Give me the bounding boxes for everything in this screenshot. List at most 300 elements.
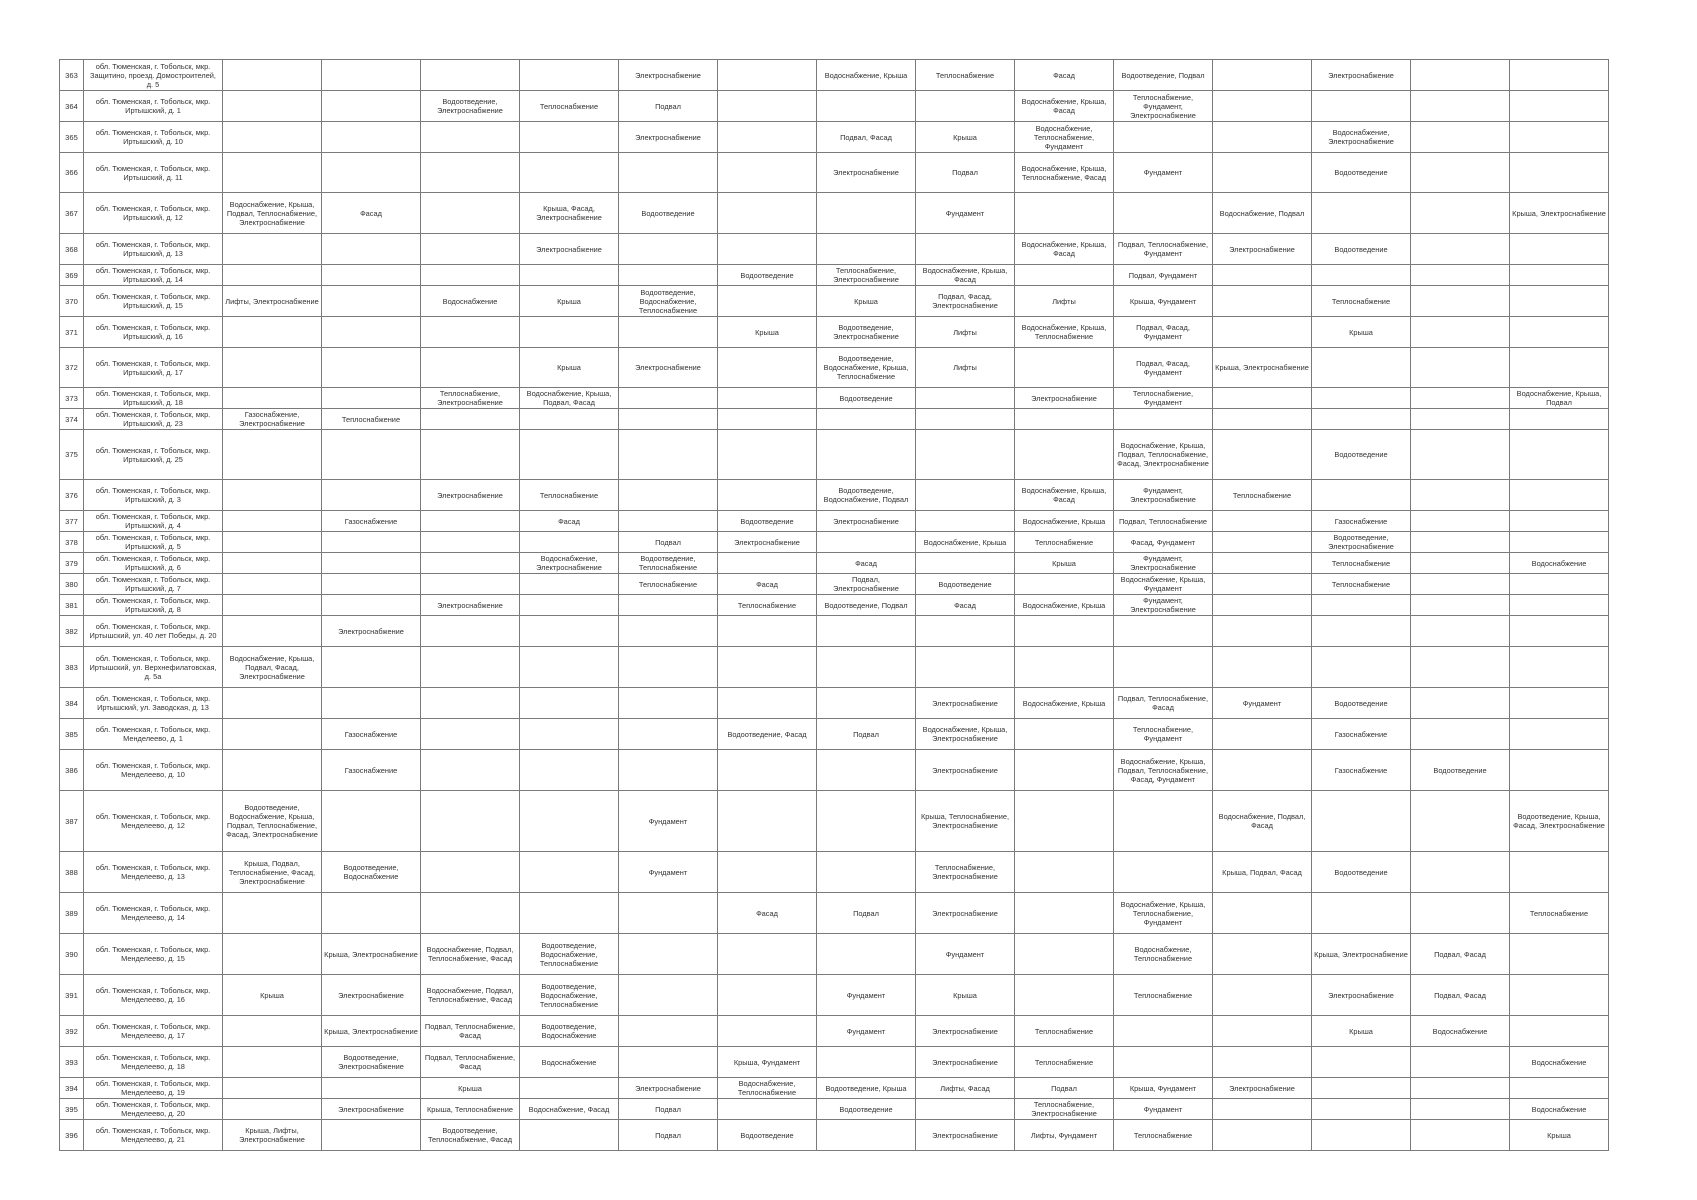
work-type-cell — [1114, 122, 1213, 153]
work-type-cell: Водоотведение — [718, 265, 817, 286]
work-type-cell — [1213, 153, 1312, 193]
work-type-cell: Крыша — [223, 975, 322, 1016]
work-type-cell — [421, 122, 520, 153]
work-type-cell: Теплоснабжение — [619, 574, 718, 595]
work-type-cell — [520, 647, 619, 688]
work-type-cell — [421, 750, 520, 791]
work-type-cell: Водоотведение, Фасад — [718, 719, 817, 750]
work-type-cell: Водоснабжение, Теплоснабжение — [718, 1078, 817, 1099]
work-type-cell: Водоотведение, Теплоснабжение, Фасад — [421, 1120, 520, 1151]
address-cell: обл. Тюменская, г. Тобольск, мкр. Иртышский, д. 12 — [84, 193, 223, 234]
row-number-cell: 370 — [60, 286, 84, 317]
table-row — [60, 91, 1609, 122]
work-type-cell — [520, 1078, 619, 1099]
work-type-cell — [1312, 1120, 1411, 1151]
work-type-cell — [1411, 122, 1510, 153]
work-type-cell: Водоотведение — [1312, 688, 1411, 719]
work-type-cell — [1510, 595, 1609, 616]
work-type-cell — [1213, 719, 1312, 750]
address-cell: обл. Тюменская, г. Тобольск, мкр. Иртышский, д. 14 — [84, 265, 223, 286]
work-type-cell: Крыша, Подвал, Теплоснабжение, Фасад, Электроснабжение — [223, 852, 322, 893]
work-type-cell: Электроснабжение — [817, 153, 916, 193]
address-cell: обл. Тюменская, г. Тобольск, мкр. Иртышский, д. 6 — [84, 553, 223, 574]
work-type-cell — [1213, 265, 1312, 286]
work-type-cell: Подвал — [817, 719, 916, 750]
row-number-cell: 371 — [60, 317, 84, 348]
table-row — [60, 234, 1609, 265]
work-type-cell — [718, 193, 817, 234]
work-type-cell — [421, 409, 520, 430]
work-type-cell: Крыша, Электроснабжение — [322, 934, 421, 975]
work-type-cell — [817, 688, 916, 719]
work-type-cell: Фундамент — [1213, 688, 1312, 719]
row-number-cell: 385 — [60, 719, 84, 750]
work-type-cell: Электроснабжение — [1312, 975, 1411, 1016]
table-row — [60, 193, 1609, 234]
address-cell: обл. Тюменская, г. Тобольск, мкр. Менделеево, д. 21 — [84, 1120, 223, 1151]
work-type-cell: Водоснабжение, Подвал — [1213, 193, 1312, 234]
work-type-cell — [223, 511, 322, 532]
address-cell: обл. Тюменская, г. Тобольск, мкр. Иртышский, ул. Верхнефилатовская, д. 5а — [84, 647, 223, 688]
work-type-cell: Подвал, Фасад — [1411, 975, 1510, 1016]
work-type-cell — [1411, 595, 1510, 616]
work-type-cell — [1510, 317, 1609, 348]
work-type-cell: Фундамент, Электроснабжение — [1114, 553, 1213, 574]
work-type-cell — [421, 193, 520, 234]
work-type-cell — [1411, 688, 1510, 719]
work-type-cell — [718, 388, 817, 409]
work-type-cell: Водоотведение — [1411, 750, 1510, 791]
row-number-cell: 383 — [60, 647, 84, 688]
work-type-cell — [718, 1099, 817, 1120]
work-type-cell — [421, 688, 520, 719]
work-type-cell: Газоснабжение — [322, 719, 421, 750]
work-type-cell — [1510, 265, 1609, 286]
work-type-cell — [1510, 975, 1609, 1016]
work-type-cell — [1114, 791, 1213, 852]
work-type-cell — [619, 1047, 718, 1078]
work-type-cell: Теплоснабжение, Фундамент — [1114, 719, 1213, 750]
work-type-cell — [322, 91, 421, 122]
work-type-cell — [223, 122, 322, 153]
work-type-cell — [1213, 60, 1312, 91]
work-type-cell — [817, 852, 916, 893]
work-type-cell — [520, 791, 619, 852]
table-row — [60, 511, 1609, 532]
work-type-cell — [223, 430, 322, 480]
row-number-cell: 388 — [60, 852, 84, 893]
work-type-cell — [1213, 1016, 1312, 1047]
work-type-cell — [1015, 265, 1114, 286]
work-type-cell: Газоснабжение — [1312, 719, 1411, 750]
work-type-cell: Электроснабжение — [718, 532, 817, 553]
work-type-cell: Фундамент — [1114, 1099, 1213, 1120]
work-type-cell: Водоснабжение, Крыша, Электроснабжение — [916, 719, 1015, 750]
work-type-cell: Фундамент — [619, 791, 718, 852]
work-type-cell: Теплоснабжение — [1015, 1047, 1114, 1078]
work-type-cell — [1312, 193, 1411, 234]
table-row — [60, 122, 1609, 153]
work-type-cell — [1411, 1099, 1510, 1120]
work-type-cell — [1510, 647, 1609, 688]
work-type-cell — [223, 750, 322, 791]
work-type-cell: Водоотведение, Водоснабжение — [322, 852, 421, 893]
work-type-cell: Лифты, Электроснабжение — [223, 286, 322, 317]
work-type-cell — [1510, 153, 1609, 193]
work-type-cell: Водоотведение, Водоснабжение, Крыша, Теплоснабжение — [817, 348, 916, 388]
work-type-cell: Фундамент — [817, 975, 916, 1016]
work-type-cell — [1114, 616, 1213, 647]
work-type-cell: Газоснабжение — [1312, 511, 1411, 532]
work-type-cell — [223, 719, 322, 750]
work-type-cell — [1114, 409, 1213, 430]
address-cell: обл. Тюменская, г. Тобольск, мкр. Иртышский, д. 13 — [84, 234, 223, 265]
work-type-cell — [322, 574, 421, 595]
work-type-cell: Электроснабжение — [817, 511, 916, 532]
work-type-cell: Теплоснабжение, Фундамент — [1114, 388, 1213, 409]
table-row — [60, 893, 1609, 934]
table-row — [60, 647, 1609, 688]
work-type-cell — [718, 750, 817, 791]
work-type-cell: Водоотведение, Водоснабжение, Теплоснабжение — [619, 286, 718, 317]
work-type-cell — [619, 750, 718, 791]
work-type-cell: Водоснабжение — [1510, 1047, 1609, 1078]
work-type-cell — [718, 348, 817, 388]
work-type-cell: Крыша, Фундамент — [718, 1047, 817, 1078]
work-type-cell — [223, 595, 322, 616]
work-type-cell — [520, 893, 619, 934]
work-type-cell: Водоснабжение — [1510, 1099, 1609, 1120]
work-type-cell — [718, 975, 817, 1016]
work-type-cell: Теплоснабжение — [1114, 1120, 1213, 1151]
work-type-cell — [223, 616, 322, 647]
work-type-cell — [1213, 893, 1312, 934]
work-type-cell — [817, 791, 916, 852]
work-type-cell: Водоотведение — [817, 1099, 916, 1120]
work-type-cell: Электроснабжение — [1015, 388, 1114, 409]
work-type-cell — [1312, 388, 1411, 409]
work-type-cell: Крыша — [1510, 1120, 1609, 1151]
work-type-cell — [1213, 616, 1312, 647]
work-type-cell: Теплоснабжение — [520, 91, 619, 122]
work-type-cell: Теплоснабжение — [1015, 1016, 1114, 1047]
address-cell: обл. Тюменская, г. Тобольск, мкр. Иртышский, д. 5 — [84, 532, 223, 553]
work-type-cell — [322, 286, 421, 317]
work-type-cell: Фасад — [1015, 60, 1114, 91]
work-type-cell — [619, 409, 718, 430]
work-type-cell: Крыша, Подвал, Фасад — [1213, 852, 1312, 893]
work-type-cell — [1312, 791, 1411, 852]
work-type-cell: Газоснабжение, Электроснабжение — [223, 409, 322, 430]
table-row — [60, 317, 1609, 348]
work-type-cell — [1510, 1016, 1609, 1047]
work-type-cell: Водоотведение — [1312, 852, 1411, 893]
address-cell: обл. Тюменская, г. Тобольск, мкр. Иртышский, ул. Заводская, д. 13 — [84, 688, 223, 719]
work-type-cell — [1213, 975, 1312, 1016]
work-type-cell — [718, 553, 817, 574]
work-type-cell: Фундамент — [817, 1016, 916, 1047]
work-type-cell: Подвал — [619, 91, 718, 122]
work-type-cell — [1411, 532, 1510, 553]
work-type-cell — [1510, 60, 1609, 91]
work-type-cell — [1312, 1099, 1411, 1120]
work-type-cell: Подвал, Фасад — [817, 122, 916, 153]
work-type-cell: Водоотведение, Электроснабжение — [322, 1047, 421, 1078]
row-number-cell: 369 — [60, 265, 84, 286]
work-type-cell: Крыша — [520, 286, 619, 317]
work-type-cell: Теплоснабжение, Электроснабжение — [916, 852, 1015, 893]
work-type-cell — [1411, 791, 1510, 852]
work-type-cell — [1411, 430, 1510, 480]
work-type-cell: Электроснабжение — [619, 1078, 718, 1099]
work-type-cell — [322, 480, 421, 511]
work-type-cell — [916, 647, 1015, 688]
work-type-cell: Водоснабжение, Подвал, Теплоснабжение, Фасад — [421, 975, 520, 1016]
work-type-cell — [1213, 553, 1312, 574]
work-type-cell: Водоотведение, Электроснабжение — [1312, 532, 1411, 553]
work-type-cell: Фундамент — [1114, 153, 1213, 193]
work-type-cell — [421, 791, 520, 852]
work-type-cell — [322, 265, 421, 286]
row-number-cell: 390 — [60, 934, 84, 975]
row-number-cell: 378 — [60, 532, 84, 553]
work-type-cell — [916, 234, 1015, 265]
work-type-cell — [1114, 1016, 1213, 1047]
work-type-cell — [1312, 616, 1411, 647]
work-type-cell — [223, 934, 322, 975]
table-row — [60, 286, 1609, 317]
row-number-cell: 367 — [60, 193, 84, 234]
work-type-cell — [817, 430, 916, 480]
table-row — [60, 1047, 1609, 1078]
work-type-cell — [619, 265, 718, 286]
work-type-cell — [619, 430, 718, 480]
work-type-cell: Водоснабжение, Крыша — [916, 532, 1015, 553]
work-type-cell — [322, 388, 421, 409]
work-type-cell: Теплоснабжение — [1015, 532, 1114, 553]
work-type-cell — [1213, 532, 1312, 553]
work-type-cell — [817, 409, 916, 430]
work-type-cell: Электроснабжение — [916, 688, 1015, 719]
work-type-cell — [718, 234, 817, 265]
work-type-cell: Газоснабжение — [322, 511, 421, 532]
work-type-cell — [421, 234, 520, 265]
work-type-cell: Водоснабжение, Крыша, Фундамент — [1114, 574, 1213, 595]
row-number-cell: 363 — [60, 60, 84, 91]
work-type-cell: Водоснабжение, Крыша, Подвал, Фасад, Электроснабжение — [223, 647, 322, 688]
table-row — [60, 430, 1609, 480]
work-type-cell: Электроснабжение — [421, 480, 520, 511]
work-type-cell — [619, 934, 718, 975]
work-type-cell — [1411, 719, 1510, 750]
row-number-cell: 376 — [60, 480, 84, 511]
work-type-cell: Водоотведение — [718, 1120, 817, 1151]
work-type-cell — [1015, 193, 1114, 234]
work-type-cell: Подвал — [916, 153, 1015, 193]
work-type-cell: Крыша, Теплоснабжение — [421, 1099, 520, 1120]
work-type-cell — [1213, 317, 1312, 348]
work-type-cell — [520, 616, 619, 647]
work-type-cell — [916, 430, 1015, 480]
work-type-cell — [718, 616, 817, 647]
work-type-cell — [916, 480, 1015, 511]
work-type-cell: Подвал, Фасад, Фундамент — [1114, 348, 1213, 388]
work-type-cell — [223, 480, 322, 511]
work-type-cell — [421, 647, 520, 688]
work-type-cell: Крыша — [421, 1078, 520, 1099]
table-row — [60, 595, 1609, 616]
work-type-cell — [322, 317, 421, 348]
table-row — [60, 388, 1609, 409]
work-type-cell — [322, 153, 421, 193]
work-type-cell: Подвал, Фасад, Электроснабжение — [916, 286, 1015, 317]
work-type-cell: Водоотведение, Водоснабжение, Крыша, Подвал, Теплоснабжение, Фасад, Электроснабжение — [223, 791, 322, 852]
work-type-cell — [718, 91, 817, 122]
work-type-cell — [520, 153, 619, 193]
work-type-cell: Водоснабжение, Крыша — [1015, 688, 1114, 719]
work-type-cell — [223, 60, 322, 91]
work-type-cell: Водоснабжение, Крыша — [1015, 511, 1114, 532]
work-type-cell: Водоснабжение, Электроснабжение — [1312, 122, 1411, 153]
work-type-cell — [1312, 1047, 1411, 1078]
row-number-cell: 380 — [60, 574, 84, 595]
work-type-cell — [916, 511, 1015, 532]
work-type-cell — [1510, 750, 1609, 791]
work-type-cell: Электроснабжение — [916, 1016, 1015, 1047]
work-type-cell — [1510, 688, 1609, 719]
work-type-cell: Подвал — [619, 532, 718, 553]
work-type-cell — [322, 553, 421, 574]
work-type-cell: Водоснабжение, Теплоснабжение, Фундамент — [1015, 122, 1114, 153]
work-type-cell: Водоотведение, Крыша — [817, 1078, 916, 1099]
work-type-cell — [223, 574, 322, 595]
work-type-cell — [718, 153, 817, 193]
work-type-cell: Теплоснабжение — [1114, 975, 1213, 1016]
table-row — [60, 574, 1609, 595]
address-cell: обл. Тюменская, г. Тобольск, мкр. Иртышский, д. 4 — [84, 511, 223, 532]
work-type-cell: Подвал, Фасад, Фундамент — [1114, 317, 1213, 348]
work-type-cell — [916, 409, 1015, 430]
work-type-cell — [1411, 480, 1510, 511]
work-type-cell — [1510, 574, 1609, 595]
work-type-cell — [619, 616, 718, 647]
work-type-cell — [1312, 91, 1411, 122]
work-type-cell — [223, 893, 322, 934]
work-type-cell — [421, 265, 520, 286]
work-type-cell — [1312, 647, 1411, 688]
address-cell: обл. Тюменская, г. Тобольск, мкр. Иртышский, д. 1 — [84, 91, 223, 122]
work-type-cell — [916, 553, 1015, 574]
work-type-cell: Водоснабжение, Крыша, Подвал, Фасад — [520, 388, 619, 409]
row-number-cell: 395 — [60, 1099, 84, 1120]
work-type-cell — [1213, 1099, 1312, 1120]
work-type-cell — [1510, 91, 1609, 122]
row-number-cell: 382 — [60, 616, 84, 647]
work-type-cell — [619, 688, 718, 719]
work-type-cell — [421, 574, 520, 595]
row-number-cell: 391 — [60, 975, 84, 1016]
work-type-cell: Водоснабжение, Электроснабжение — [520, 553, 619, 574]
work-type-cell: Теплоснабжение — [1213, 480, 1312, 511]
work-type-cell — [1411, 852, 1510, 893]
work-type-cell — [322, 647, 421, 688]
address-cell: обл. Тюменская, г. Тобольск, мкр. Менделеево, д. 1 — [84, 719, 223, 750]
work-type-cell: Водоснабжение, Подвал, Теплоснабжение, Фасад — [421, 934, 520, 975]
work-type-cell — [223, 153, 322, 193]
work-type-cell — [520, 595, 619, 616]
row-number-cell: 393 — [60, 1047, 84, 1078]
work-type-cell: Водоснабжение, Фасад — [520, 1099, 619, 1120]
work-type-cell: Водоотведение, Крыша, Фасад, Электроснабжение — [1510, 791, 1609, 852]
work-type-cell — [322, 791, 421, 852]
work-type-cell: Водоснабжение, Крыша, Фасад — [1015, 234, 1114, 265]
work-type-cell — [619, 1016, 718, 1047]
work-type-cell — [1015, 430, 1114, 480]
work-type-cell — [1411, 265, 1510, 286]
work-type-cell — [223, 388, 322, 409]
table-row — [60, 719, 1609, 750]
work-type-cell: Подвал, Фундамент — [1114, 265, 1213, 286]
address-cell: обл. Тюменская, г. Тобольск, мкр. Иртышский, д. 17 — [84, 348, 223, 388]
table-row — [60, 975, 1609, 1016]
work-type-cell — [520, 60, 619, 91]
work-type-cell: Электроснабжение — [619, 348, 718, 388]
work-type-cell — [421, 852, 520, 893]
work-type-cell — [1114, 647, 1213, 688]
work-type-cell — [520, 532, 619, 553]
work-type-cell: Водоснабжение, Крыша, Фасад — [1015, 480, 1114, 511]
work-type-cell — [520, 317, 619, 348]
table-row — [60, 934, 1609, 975]
work-type-cell — [1510, 616, 1609, 647]
address-cell: обл. Тюменская, г. Тобольск, мкр. Иртышский, д. 3 — [84, 480, 223, 511]
work-type-cell — [322, 234, 421, 265]
work-type-cell — [421, 60, 520, 91]
work-type-cell: Водоотведение — [619, 193, 718, 234]
work-type-cell — [619, 595, 718, 616]
row-number-cell: 374 — [60, 409, 84, 430]
work-type-cell: Фундамент, Электроснабжение — [1114, 480, 1213, 511]
work-type-cell — [1213, 511, 1312, 532]
work-type-cell: Крыша, Лифты, Электроснабжение — [223, 1120, 322, 1151]
work-type-cell: Теплоснабжение, Электроснабжение — [1015, 1099, 1114, 1120]
work-type-cell: Водоснабжение, Крыша, Теплоснабжение, Фундамент — [1114, 893, 1213, 934]
work-type-cell: Лифты, Фундамент — [1015, 1120, 1114, 1151]
work-type-cell: Электроснабжение — [322, 1099, 421, 1120]
work-type-cell: Подвал — [817, 893, 916, 934]
table-row — [60, 348, 1609, 388]
work-type-cell: Водоотведение, Электроснабжение — [817, 317, 916, 348]
work-type-cell — [718, 647, 817, 688]
work-type-cell — [718, 60, 817, 91]
work-type-cell: Крыша — [1312, 317, 1411, 348]
work-type-cell: Газоснабжение — [1312, 750, 1411, 791]
work-type-cell — [223, 1016, 322, 1047]
work-type-cell: Электроснабжение — [421, 595, 520, 616]
work-type-cell — [322, 430, 421, 480]
work-type-cell: Электроснабжение — [619, 60, 718, 91]
work-type-cell — [1213, 388, 1312, 409]
work-type-cell: Фундамент — [916, 193, 1015, 234]
work-type-cell: Теплоснабжение — [1312, 553, 1411, 574]
address-cell: обл. Тюменская, г. Тобольск, мкр. Менделеево, д. 19 — [84, 1078, 223, 1099]
work-type-cell: Фундамент, Электроснабжение — [1114, 595, 1213, 616]
table-row — [60, 791, 1609, 852]
work-type-cell — [1411, 616, 1510, 647]
work-type-cell — [916, 1099, 1015, 1120]
work-type-cell: Электроснабжение — [322, 616, 421, 647]
work-type-cell: Водоснабжение, Крыша — [817, 60, 916, 91]
